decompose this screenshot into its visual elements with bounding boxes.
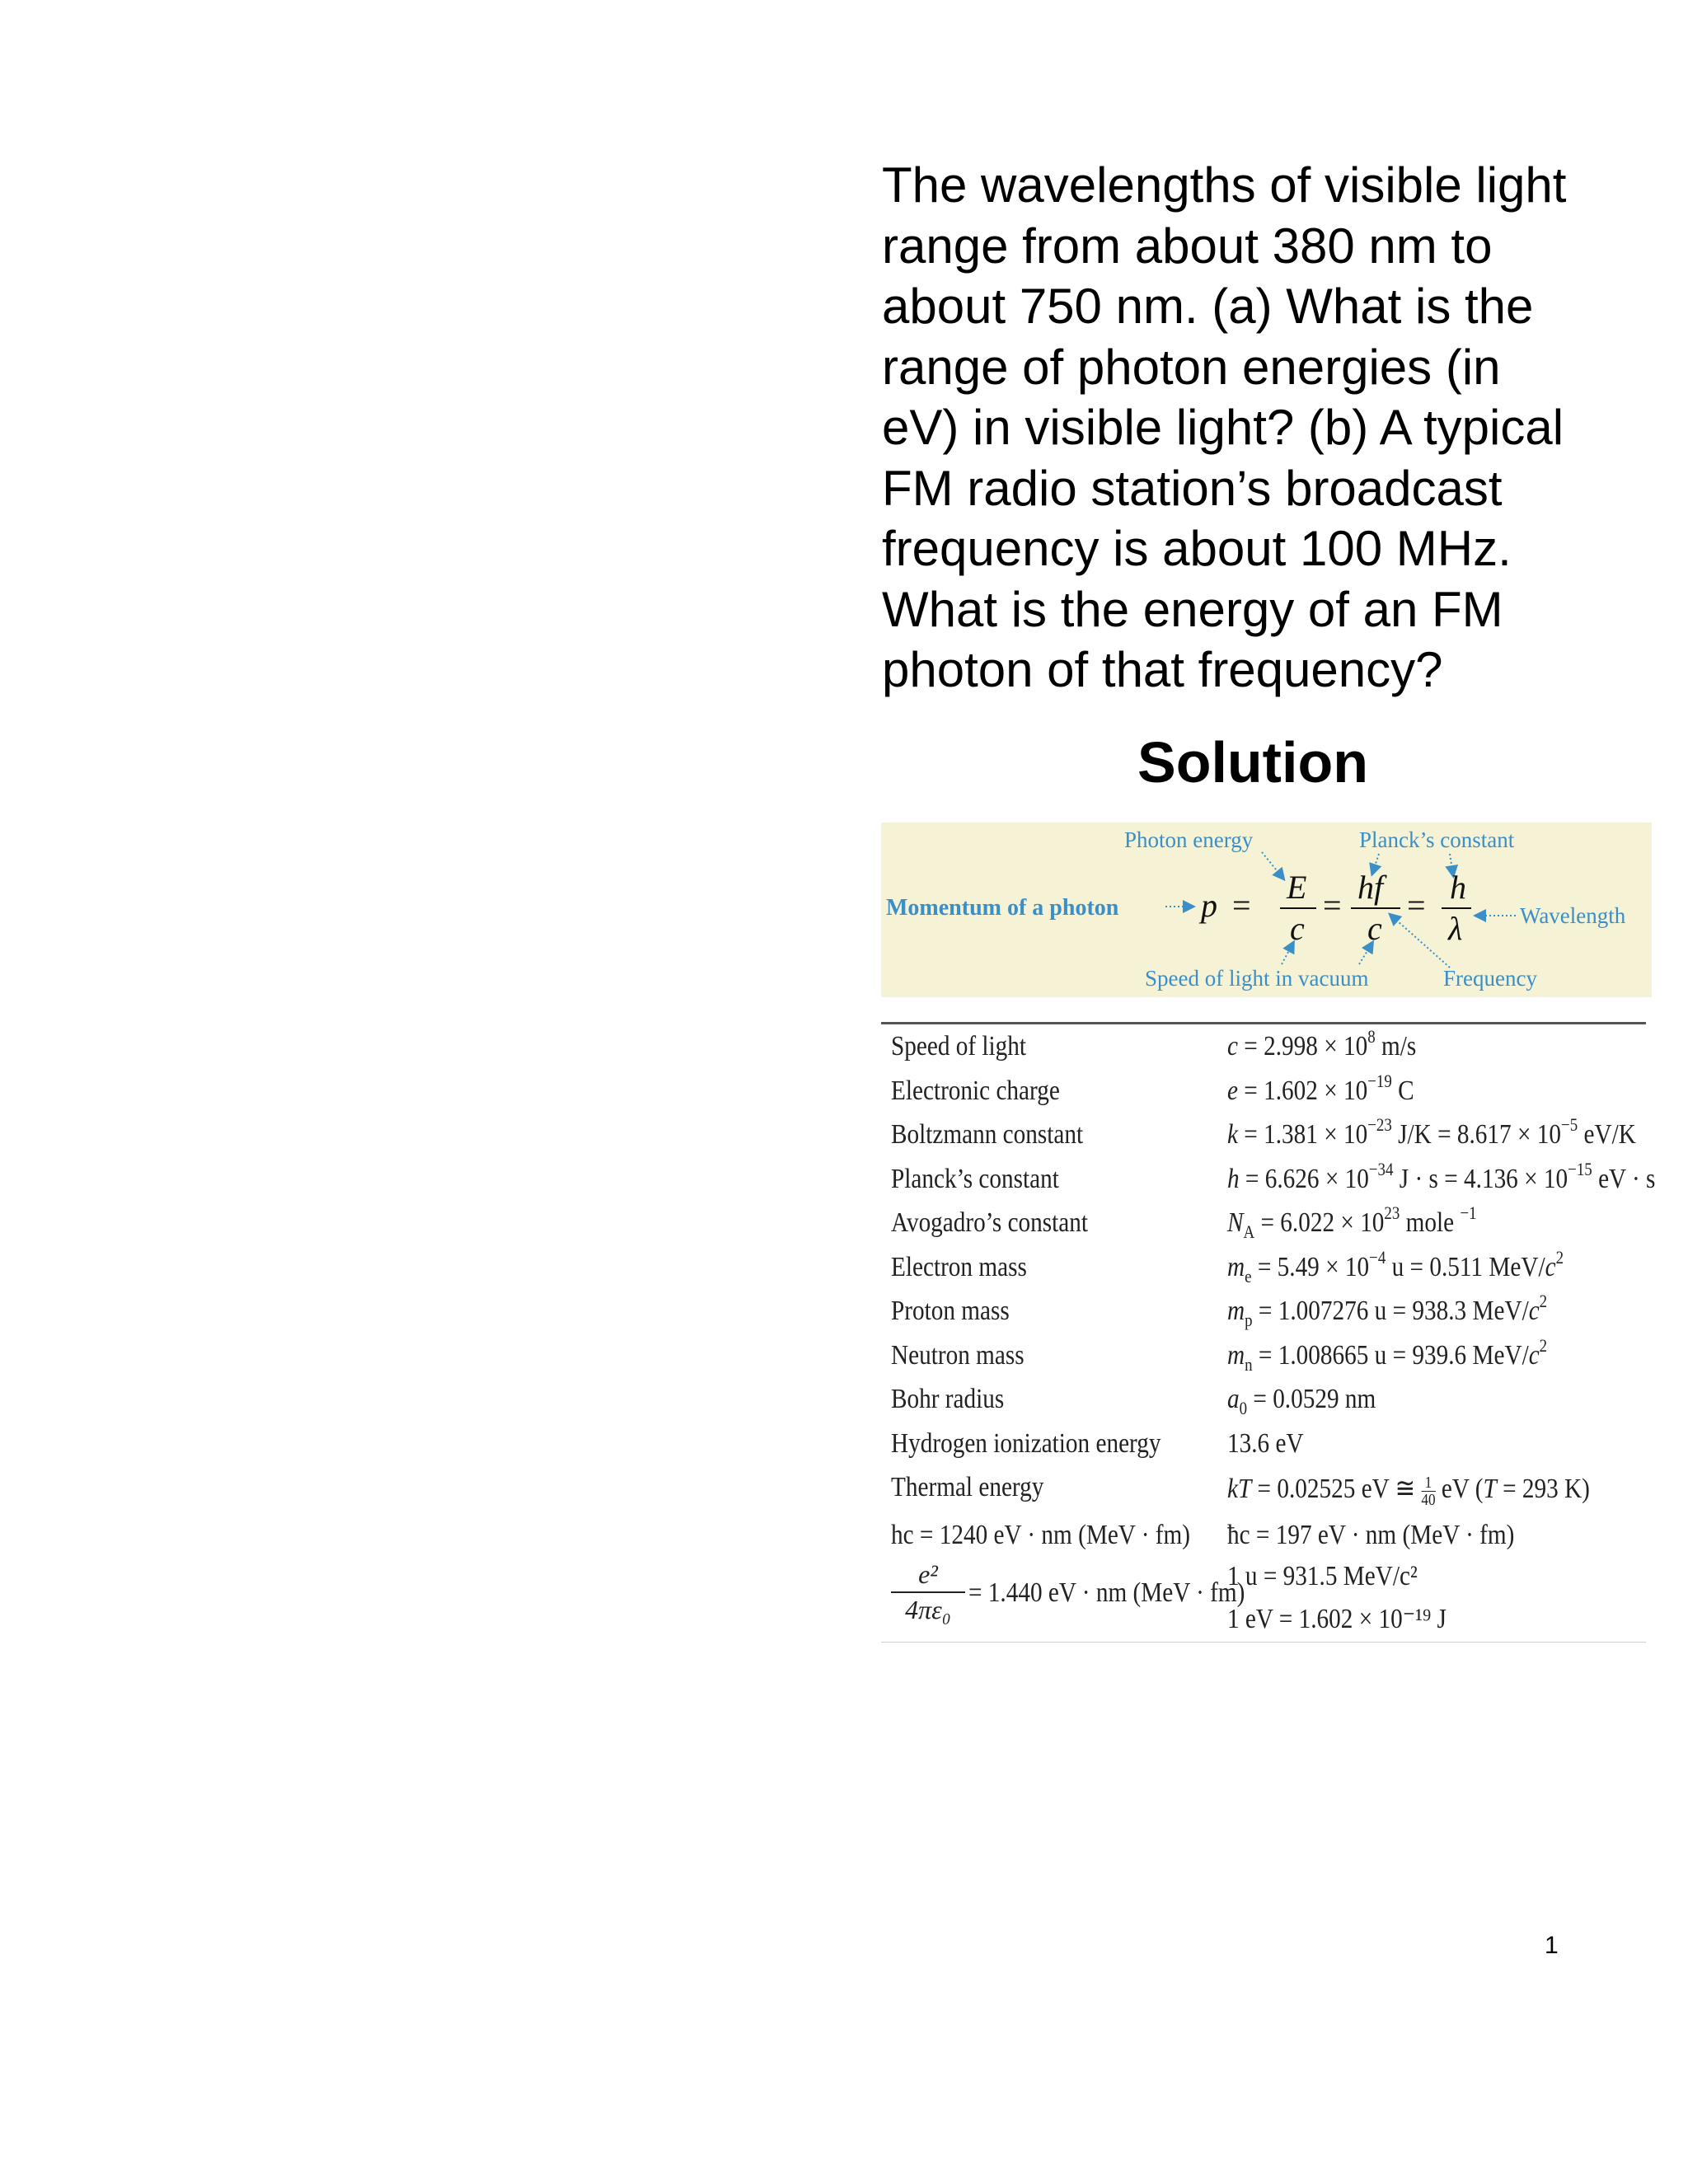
equals-sign: = bbox=[1232, 887, 1251, 924]
speed-of-light-label: Speed of light in vacuum bbox=[1145, 966, 1369, 991]
constant-name: Proton mass bbox=[891, 1296, 1010, 1326]
wavelength-label: Wavelength bbox=[1520, 903, 1626, 928]
problem-line: eV) in visible light? (b) A typical bbox=[882, 400, 1564, 455]
problem-line: range of photon energies (in bbox=[882, 339, 1501, 395]
problem-line: What is the energy of an FM bbox=[882, 581, 1503, 637]
problem-line: FM radio station’s broadcast bbox=[882, 460, 1503, 516]
table-row bbox=[881, 1465, 1646, 1510]
momentum-label: Momentum of a photon bbox=[886, 895, 1119, 921]
constant-name: Neutron mass bbox=[891, 1339, 1025, 1371]
photon-energy-label: Photon energy bbox=[1124, 827, 1254, 852]
h-symbol: h bbox=[1450, 869, 1466, 906]
E-symbol: E bbox=[1287, 869, 1307, 906]
table-row bbox=[881, 1201, 1646, 1245]
equals-sign: = bbox=[1407, 887, 1426, 924]
constant-value: $m_n = 1.008665$ u = 939.6 MeV/$c^2$ bbox=[1227, 1334, 1548, 1375]
extra-constants bbox=[881, 1510, 1646, 1642]
table-row bbox=[881, 1377, 1646, 1422]
constant-value: $e = 1.602 \times 10^{-19}$ C bbox=[1227, 1070, 1414, 1106]
hbar-c-value: ħc = 197 eV · nm (MeV · fm) bbox=[1227, 1519, 1515, 1550]
constant-value: $m_p = 1.007276$ u = 938.3 MeV/$c^2$ bbox=[1227, 1291, 1548, 1330]
constant-name: Avogadro’s constant bbox=[891, 1207, 1089, 1238]
constant-name: Hydrogen ionization energy bbox=[891, 1427, 1161, 1459]
hc-value: hc = 1240 eV · nm (MeV · fm) bbox=[891, 1519, 1190, 1550]
table-row bbox=[881, 1069, 1646, 1113]
electron-volt: 1 eV = 1.602 × 10⁻¹⁹ J bbox=[1227, 1603, 1447, 1634]
lambda-symbol: λ bbox=[1448, 910, 1463, 947]
constant-value: $N_A = 6.022 \times 10^{23}$ mole $^{-1}$ bbox=[1227, 1202, 1477, 1242]
equals-sign: = bbox=[1323, 887, 1342, 924]
constant-name: Planck’s constant bbox=[891, 1163, 1059, 1194]
atomic-mass-unit: 1 u = 931.5 MeV/c² bbox=[1227, 1560, 1418, 1591]
problem-line: range from about 380 nm to bbox=[882, 218, 1493, 274]
constant-name: Bohr radius bbox=[891, 1384, 1005, 1414]
hf-symbol: hf bbox=[1357, 869, 1384, 906]
constant-name: Electronic charge bbox=[891, 1075, 1060, 1106]
problem-statement bbox=[882, 155, 1624, 701]
constant-name: Thermal energy bbox=[891, 1472, 1044, 1502]
constants-table bbox=[881, 1022, 1656, 1643]
constant-name: Boltzmann constant bbox=[891, 1119, 1084, 1150]
coulomb-fraction: $\frac{\text{e²}}{\text{4πε₀}}$ bbox=[891, 1559, 965, 1625]
constant-value: $c = 2.998 \times 10^8$ m/s bbox=[1227, 1026, 1417, 1062]
table-row bbox=[881, 1113, 1646, 1157]
formula-figure bbox=[881, 823, 1652, 997]
constant-name: Speed of light bbox=[891, 1031, 1027, 1062]
constant-value: kT = 0.02525 eV ≅ $\frac{1}{40}$ eV (T = 293 K) bbox=[1227, 1473, 1590, 1509]
constant-value: $m_e = 5.49 \times 10^{-4}$ u = 0.511 MeV/$c^2$ bbox=[1227, 1246, 1564, 1286]
constant-value: $h = 6.626 \times 10^{-34}$ $J \cdot s = 4.136 \times 10^{-15}$ eV · s bbox=[1227, 1158, 1656, 1194]
c-symbol: c bbox=[1290, 910, 1305, 947]
problem-line: about 750 nm. (a) What is the bbox=[882, 279, 1534, 334]
c-symbol: c bbox=[1367, 910, 1382, 947]
problem-line: photon of that frequency? bbox=[882, 642, 1443, 697]
planck-constant-label: Planck’s constant bbox=[1359, 827, 1515, 852]
table-row bbox=[881, 1245, 1646, 1290]
constant-name: Electron mass bbox=[891, 1251, 1027, 1282]
problem-line: The wavelengths of visible light bbox=[882, 157, 1567, 213]
frequency-label: Frequency bbox=[1443, 966, 1537, 991]
constant-value: $a_0 = 0.0529$ nm bbox=[1227, 1384, 1376, 1418]
p-symbol: p bbox=[1201, 887, 1217, 924]
table-row bbox=[881, 1422, 1646, 1466]
solution-heading: Solution bbox=[1137, 730, 1368, 794]
photon-momentum-formula bbox=[881, 823, 1652, 997]
table-row bbox=[881, 1333, 1646, 1378]
constant-value: 13.6 eV bbox=[1227, 1427, 1304, 1459]
table-row bbox=[881, 1157, 1656, 1202]
table-row bbox=[881, 1289, 1646, 1333]
table-row bbox=[881, 1024, 1646, 1069]
problem-line: frequency is about 100 MHz. bbox=[882, 521, 1512, 576]
constant-value: $k = 1.381 \times 10^{-23}$ $J/K = 8.617 \times 10^{-5}$ eV/K bbox=[1227, 1114, 1636, 1150]
coulomb-value: = 1.440 eV · nm (MeV · fm) bbox=[968, 1577, 1245, 1608]
page-number: 1 bbox=[1545, 1932, 1559, 1959]
